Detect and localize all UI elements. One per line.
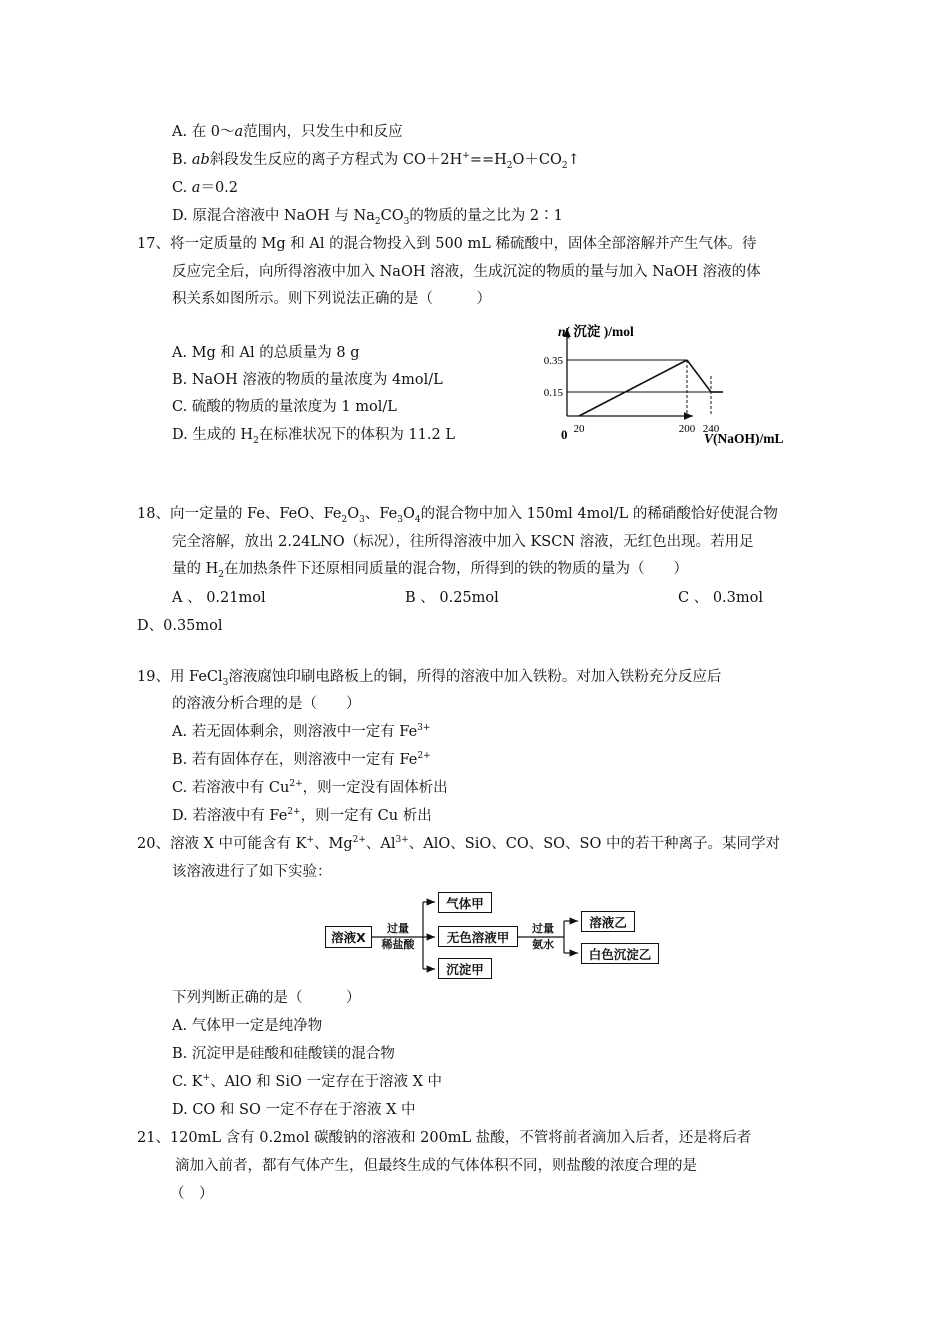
flow-precipitate-a: 沉淀甲 — [438, 958, 492, 979]
q18-stem-line2: 完全溶解，放出 2.24LNO（标况），往所得溶液中加入 KSCN 溶液，无红色出现。若用足 — [172, 534, 754, 550]
x-tick-label: 20 — [573, 423, 585, 435]
q17-option-d: D. 生成的 $H_2$在标准状况下的体积为 11.2 L — [172, 427, 455, 446]
flow-solution-x: 溶液X — [325, 926, 372, 948]
q20-option-d: D. CO 和 SO 一定不存在于溶液 X 中 — [172, 1102, 416, 1118]
flow-gas-a: 气体甲 — [438, 892, 492, 913]
q20-option-a: A. 气体甲一定是纯净物 — [172, 1018, 323, 1034]
q17-stem-line3: 积关系如图所示。则下列说法正确的是（ ） — [172, 291, 491, 307]
series-segment — [687, 360, 711, 392]
y-axis-label: n( 沉淀 )/mol — [558, 324, 634, 339]
q18-stem-line3: 量的 $H_2$在加热条件下还原相同质量的混合物，所得到的铁的物质的量为（ ） — [172, 561, 688, 580]
q18-option-b: B 、 0.25mol — [405, 590, 499, 606]
q17-option-b: B. NaOH 溶液的物质的量浓度为 4mol/L — [172, 372, 443, 388]
q17-stem-line1: 17、将一定质量的 Mg 和 Al 的混合物投入到 500 mL 稀硫酸中，固体全部溶解并产生气体。待 — [137, 236, 757, 252]
q18-option-d: D、0.35mol — [137, 618, 223, 634]
q20-prompt: 下列判断正确的是（ ） — [172, 990, 361, 1006]
q18-option-a: A 、 0.21mol — [172, 590, 266, 606]
y-tick-label: 0.35 — [543, 355, 563, 367]
flow-solution-b: 溶液乙 — [581, 911, 635, 932]
series-segment — [579, 360, 687, 416]
q20-option-b: B. 沉淀甲是硅酸和硅酸镁的混合物 — [172, 1046, 395, 1062]
q19-option-b: B. 若有固体存在，则溶液中一定有 $Fe^{2+}$ — [172, 751, 431, 768]
q16-option-b: B. ab斜段发生反应的离子方程式为 $CO+2H^+==H_2O+CO_2↑$ — [172, 151, 580, 171]
q18-stem-line1: 18、向一定量的 Fe、FeO、$Fe_2O_3$、$Fe_3O_4$的混合物中加入 150ml 4mol/L 的稀硝酸恰好使混合物 — [137, 506, 778, 525]
flow-arrow1-bottom-label: 稀盐酸 — [381, 938, 415, 951]
q19-stem-line2: 的溶液分析合理的是（ ） — [172, 696, 361, 712]
q21-stem-line3: （ ） — [170, 1186, 214, 1202]
flow-arrow1-top-label: 过量 — [387, 922, 409, 935]
q19-stem-line1: 19、用 FeCl$_3$溶液腐蚀印刷电路板上的铜，所得的溶液中加入铁粉。对加入铁粉充分反应后 — [137, 669, 722, 688]
precipitate-volume-chart — [528, 318, 784, 450]
q16-option-c: C. a＝0.2 — [172, 180, 239, 196]
q19-option-d: D. 若溶液中有 $Fe^{2+}$，则一定有 Cu 析出 — [172, 807, 432, 824]
flow-white-precipitate-b: 白色沉淀乙 — [581, 943, 659, 964]
x-tick-label: 200 — [678, 423, 696, 435]
q16-option-d: D. 原混合溶液中 NaOH 与 $Na_2CO_3$的物质的量之比为 2∶1 — [172, 208, 563, 227]
q19-option-c: C. 若溶液中有 $Cu^{2+}$，则一定没有固体析出 — [172, 779, 448, 796]
flow-arrow2-top-label: 过量 — [532, 922, 554, 935]
q19-option-a: A. 若无固体剩余，则溶液中一定有 $Fe^{3+}$ — [172, 723, 431, 740]
q21-stem-line1: 21、120mL 含有 0.2mol 碳酸钠的溶液和 200mL 盐酸，不管将前者滴加入后者，还是将后者 — [137, 1130, 752, 1146]
q17-option-a: A. Mg 和 Al 的总质量为 8 g — [172, 345, 360, 361]
flow-colorless-solution-a: 无色溶液甲 — [438, 926, 518, 947]
x-axis-label: V(NaOH)/mL — [704, 431, 784, 446]
flow-arrow2-bottom-label: 氨水 — [532, 938, 554, 951]
q17-option-c: C. 硫酸的物质的量浓度为 1 mol/L — [172, 399, 397, 415]
q20-stem-line2: 该溶液进行了如下实验： — [172, 864, 332, 880]
y-tick-label: 0.15 — [543, 387, 563, 399]
q17-stem-line2: 反应完全后，向所得溶液中加入 NaOH 溶液，生成沉淀的物质的量与加入 NaOH 溶液的体 — [172, 264, 761, 280]
q21-stem-line2: 滴加入前者，都有气体产生，但最终生成的气体体积不同，则盐酸的浓度合理的是 — [175, 1158, 697, 1174]
x-tick-label: 240 — [702, 423, 720, 435]
q20-stem-line1: 20、溶液 X 中可能含有 K+、$Mg^{2+}$、$Al^{3+}$、AlO、SiO、CO、SO、SO 中的若干种离子。某同学对 — [137, 835, 780, 852]
q16-option-a: A. 在 0～a范围内，只发生中和反应 — [172, 124, 403, 140]
q18-option-c: C 、 0.3mol — [678, 590, 763, 606]
origin-label: 0 — [561, 427, 568, 442]
q20-option-c: C. K+、AlO 和 SiO 一定存在于溶液 X 中 — [172, 1073, 443, 1090]
